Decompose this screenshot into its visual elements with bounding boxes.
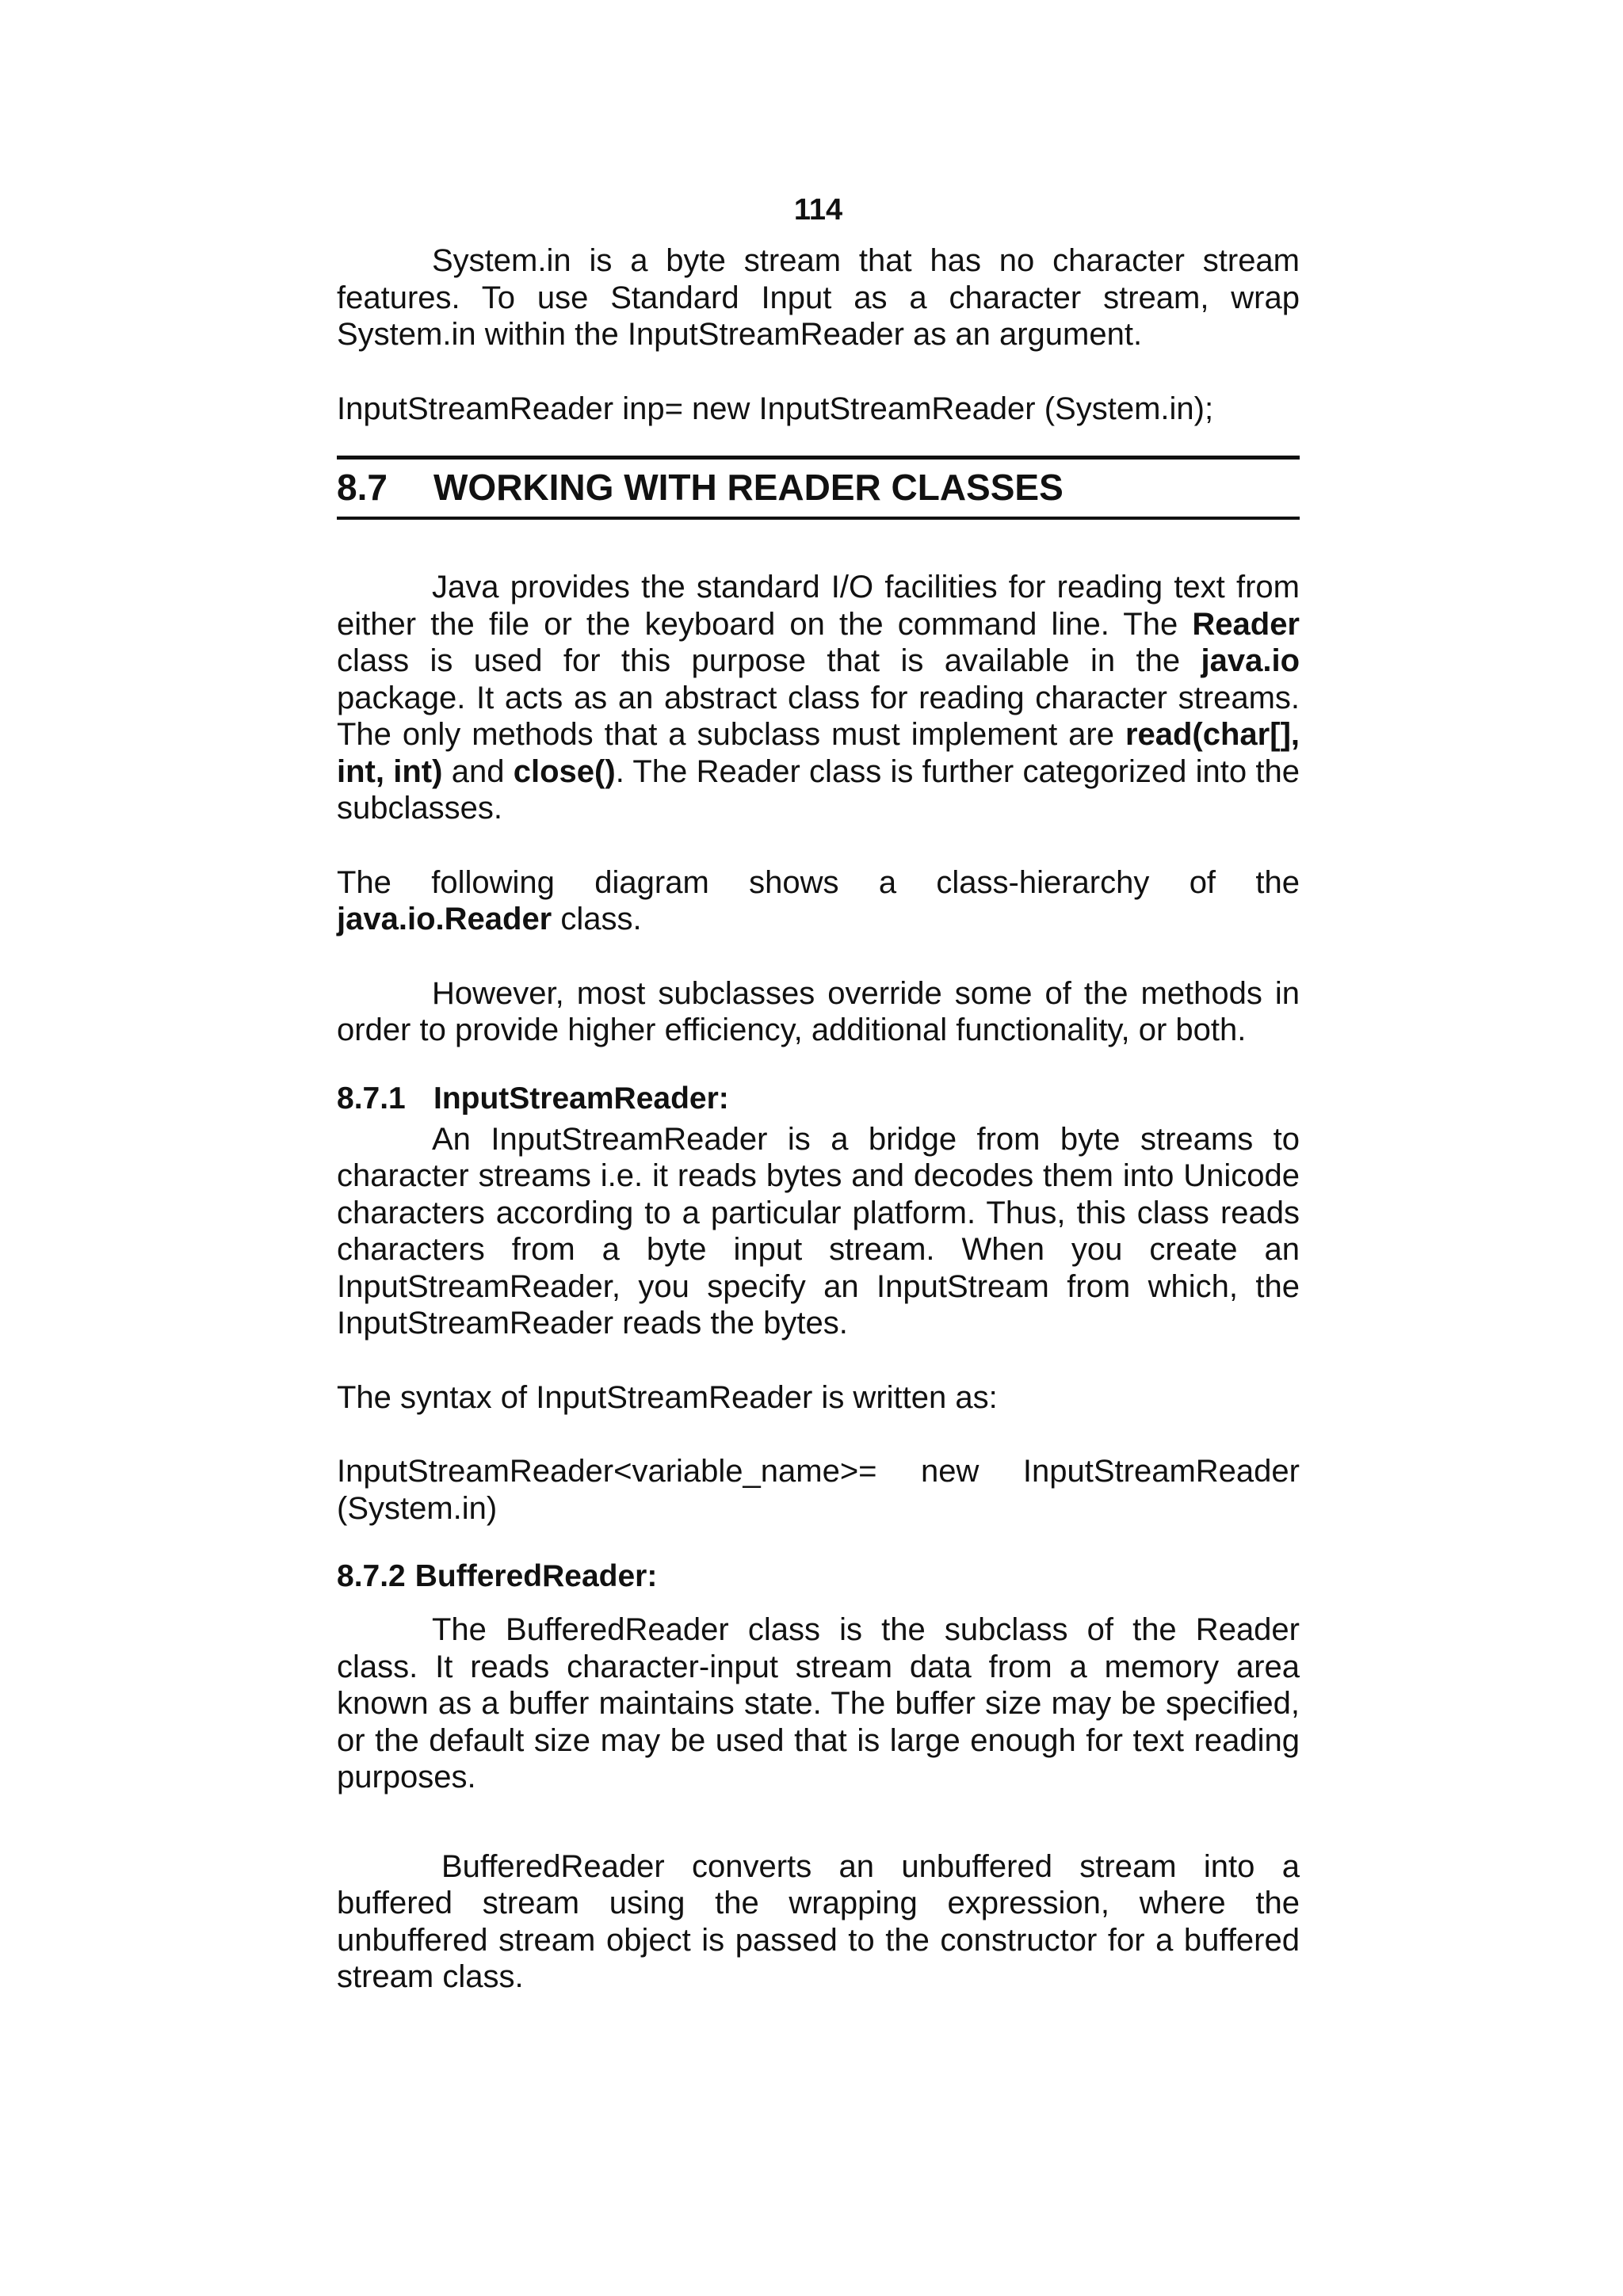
section-number: 8.7 xyxy=(337,467,388,508)
subsection-number-2: 8.7.2 xyxy=(337,1559,406,1593)
subsection-heading-1 xyxy=(337,1080,1300,1118)
code-line: InputStreamReader inp= new InputStreamReader (System.in); xyxy=(337,391,1214,426)
section-heading xyxy=(337,456,1300,520)
subsection-1-paragraph-2: The syntax of InputStreamReader is written as: xyxy=(337,1379,998,1415)
section-paragraph-1: Java provides the standard I/O facilities for reading text from either the file or the keyboard on the command line. The Reader class is used for this purpose that is available in the java.io package. It acts as an abstract class for reading character streams. The only methods that a subclass must implement are read(char[], int, int) and close(). The Reader class is further categorized into the subclasses. xyxy=(337,570,1300,826)
syntax-line-1: InputStreamReader<variable_name>= new InputStreamReader xyxy=(337,1454,1300,1489)
diagram-sentence-line: The following diagram shows a class-hierarchy of the xyxy=(337,864,1300,900)
section-paragraph-3: However, most subclasses override some of the methods in order to provide higher efficiency, additional functionality, or both. xyxy=(337,975,1300,1047)
subsection-number-1: 8.7.1 xyxy=(337,1081,406,1116)
page-number: 114 xyxy=(793,193,843,227)
subsection-heading-2 xyxy=(337,1558,1300,1596)
subsection-2-paragraph-1: The BufferedReader class is the subclass of the Reader class. It reads character-input stream data from a memory area known as a buffer maintains state. The buffer size may be specified, or the default size may be used that is large enough for text reading purposes. xyxy=(337,1612,1300,1794)
intro-paragraph: System.in is a byte stream that has no character stream features. To use Standard Input as a character stream, wrap System.in within the InputStreamReader as an argument. xyxy=(337,243,1300,352)
section-title: WORKING WITH READER CLASSES xyxy=(433,467,1064,508)
subsection-title-1: InputStreamReader: xyxy=(433,1081,729,1116)
subsection-2-paragraph-2: BufferedReader converts an unbuffered stream into a buffered stream using the wrapping expression, where the unbuffered stream object is passed to the constructor for a buffered stream class. xyxy=(337,1848,1300,1994)
diagram-sentence-end: java.io.Reader class. xyxy=(337,902,642,936)
subsection-1-paragraph-1: An InputStreamReader is a bridge from byte streams to character streams i.e. it reads bytes and decodes them into Unicode characters according to a particular platform. Thus, this class reads characters from a byte input stream. When you create an InputStreamReader, you specify an InputStream from which, the InputStreamReader reads the bytes. xyxy=(337,1121,1300,1341)
subsection-title-2: BufferedReader: xyxy=(414,1559,658,1593)
document-page xyxy=(337,190,1300,1996)
section-paragraph-2 xyxy=(337,864,1300,938)
syntax-line-2: (System.in) xyxy=(337,1490,498,1526)
syntax-block xyxy=(337,1453,1300,1527)
